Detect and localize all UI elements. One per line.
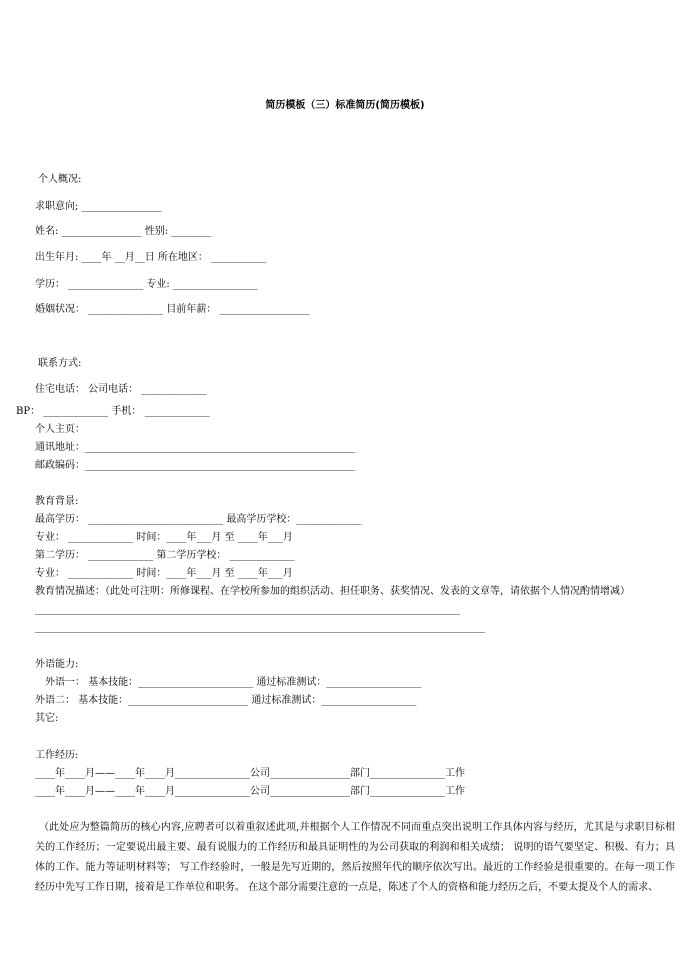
education-heading: 教育背景: (35, 496, 79, 507)
marital-salary-line: 婚姻状况： _______________ 目前年薪： __________________ (35, 304, 310, 315)
work-row-1: ____年____月——____年____月_______________公司________________部门_______________工作 (35, 768, 465, 779)
education-blank-line-1: _____________________________________________________________________________________ (35, 604, 460, 615)
education-blank-line-2: __________________________________________________________________________________________ (35, 622, 485, 633)
work-heading: 工作经历: (35, 750, 79, 761)
address-line: 通讯地址：______________________________________________________ (35, 442, 355, 453)
name-gender-line: 姓名: ________________ 性别: ________ (35, 226, 212, 237)
other-skills-line: 其它: (35, 713, 59, 724)
language-one-line: 外语一： 基本技能：_______________________ 通过标准测试：___________________ (45, 677, 422, 688)
job-intent-line: 求职意向; ________________ (35, 201, 162, 212)
major-time-line-2: 专业： _____________ 时间：____年___月 至 ____年___月 (35, 568, 293, 579)
homepage-line: 个人主页： (35, 424, 85, 435)
education-major-line: 学历： _______________ 专业: _________________ (35, 279, 258, 290)
education-description: 教育情况描述：（此处可注明：所修课程、在学校所参加的组织活动、担任职务、获奖情况、发表的文章等，请依据个人情况酌情增减） (35, 586, 630, 597)
highest-degree-line: 最高学历： ___________________________ 最高学历学校：_____________ (35, 514, 362, 525)
work-row-2: ____年____月——____年____月_______________公司________________部门_______________工作 (35, 786, 465, 797)
language-two-line: 外语二： 基本技能：________________________ 通过标准测试：___________________ (35, 695, 417, 706)
personal-heading: 个人概况: (38, 174, 82, 185)
second-degree-line: 第二学历： _____________ 第二学历学校： _____________ (35, 550, 295, 561)
document-title: 简历模板（三）标准简历(简历模板) (265, 100, 425, 111)
bp-mobile-line: BP： _____________ 手机： _____________ (16, 406, 210, 417)
birth-location-line: 出生年月: ____年 __月__日 所在地区： ___________ (35, 252, 267, 263)
work-description-paragraph: （此处应为整篇简历的核心内容,应聘者可以着重叙述此项,并根据个人工作情况不同而重点突出说明工作具体内容与经历，尤其是与求职目标相关的工作经历；一定要说出最主要、最有说服力的工作经历和最具证明性的为公司获取的利润和相关成绩； 说明的语气要坚定、积极、有力；具体的工作、能力等证明材料等； 写工作经验时，一般是先写近期的，然后按照年代的顺序依次写出。最近的工作经验是很重要的。在每一项工作经历中先写工作日期，接着是工作单位和职务。 在这个部分需要注意的一点是，陈述了个人的资格和能力经历之后，不要太提及个人的需求、 (35, 822, 675, 893)
postcode-line: 邮政编码：______________________________________________________ (35, 460, 355, 471)
contact-heading: 联系方式: (38, 358, 82, 369)
major-time-line-1: 专业： _____________ 时间：____年___月 至 ____年___月 (35, 532, 293, 543)
phone-line: 住宅电话： 公司电话： _____________ (35, 384, 207, 395)
language-heading: 外语能力: (35, 659, 79, 670)
